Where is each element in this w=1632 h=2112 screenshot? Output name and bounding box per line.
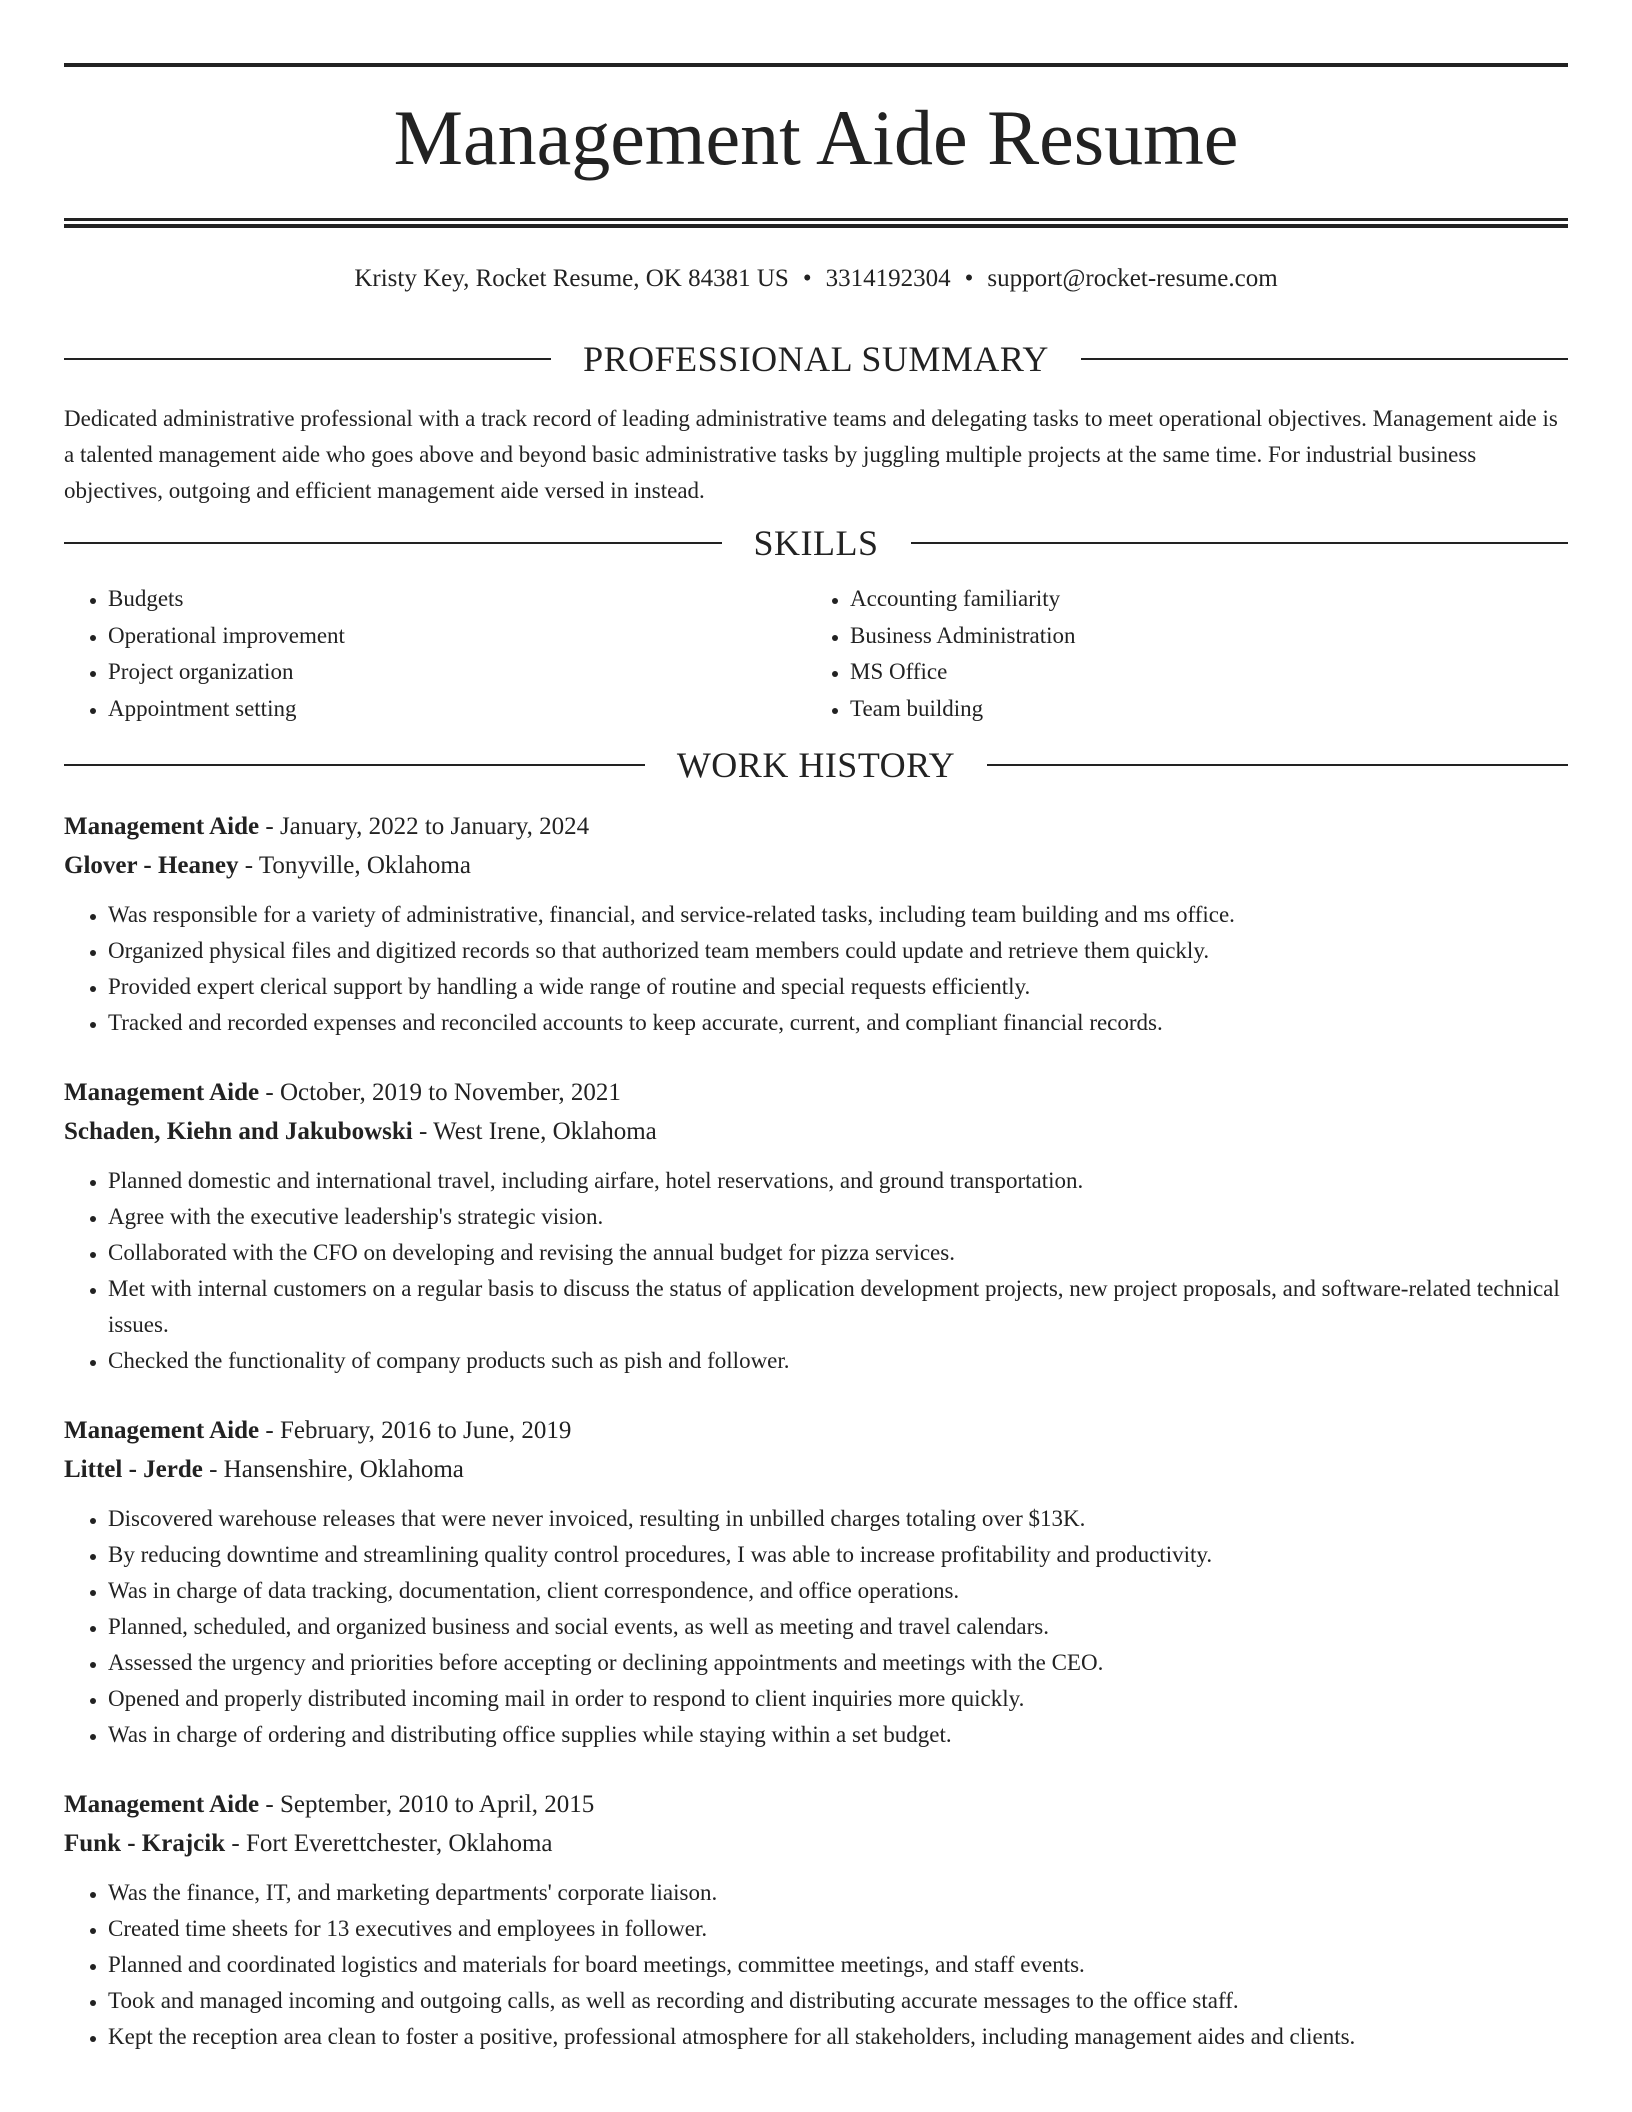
job-dates: - February, 2016 to June, 2019: [259, 1417, 572, 1444]
skill-item: • Team building: [850, 691, 1548, 728]
summary-text: Dedicated administrative professional with a track record of leading administrative teams and delegating tasks to meet operational objectives. Management aide is a talented management aide who goes above and beyond basic administrative tasks by juggling multiple projects at the same time. For industrial business objectives, outgoing and efficient management aide versed in instead.: [64, 406, 1558, 503]
job-title: Management Aide: [64, 1791, 260, 1818]
job-dates: - October, 2019 to November, 2021: [259, 1079, 621, 1106]
job-company: Schaden, Kiehn and Jakubowski: [64, 1118, 413, 1145]
job-bullets: [64, 1875, 1568, 2055]
resume-title: Management Aide Resume: [393, 94, 1239, 181]
job-bullet: • Was responsible for a variety of administrative, financial, and service-related tasks, including team building and ms office.: [108, 897, 1568, 933]
job-bullet: • Planned, scheduled, and organized business and social events, as well as meeting and travel calendars.: [108, 1609, 1568, 1645]
section-title: WORK HISTORY: [676, 745, 956, 785]
section-title: SKILLS: [753, 523, 879, 563]
job-bullets: [64, 1163, 1568, 1379]
job-bullets: [64, 1501, 1568, 1753]
skill-item: • Operational improvement: [108, 618, 806, 655]
skill-item: • Appointment setting: [108, 691, 806, 728]
resume-page: [64, 0, 1568, 2055]
job-title: Management Aide: [64, 813, 260, 840]
job-heading: [64, 1785, 1568, 1824]
skills-column-right: [806, 581, 1548, 727]
section-rule: [911, 542, 1569, 544]
job-bullet: • Assessed the urgency and priorities before accepting or declining appointments and meetings with the CEO.: [108, 1645, 1568, 1681]
job-bullet: • Opened and properly distributed incoming mail in order to respond to client inquiries more quickly.: [108, 1681, 1568, 1717]
skill-item: • Accounting familiarity: [850, 581, 1548, 618]
title-double-rule: [64, 218, 1568, 228]
job-bullet: • Was in charge of data tracking, documentation, client correspondence, and office operations.: [108, 1573, 1568, 1609]
job-bullet: • Was the finance, IT, and marketing departments' corporate liaison.: [108, 1875, 1568, 1911]
job-heading: [64, 1411, 1568, 1450]
job-bullet: • Provided expert clerical support by handling a wide range of routine and special requests efficiently.: [108, 969, 1568, 1005]
job-location: - Tonyville, Oklahoma: [238, 852, 471, 879]
skill-item: • Business Administration: [850, 618, 1548, 655]
skill-item: • Project organization: [108, 654, 806, 691]
job-dates: - September, 2010 to April, 2015: [259, 1791, 595, 1818]
skills-list: [64, 581, 1568, 727]
job-bullet: • Collaborated with the CFO on developing and revising the annual budget for pizza services.: [108, 1235, 1568, 1271]
job-entry: [64, 1785, 1568, 2055]
job-company-line: [64, 1112, 1568, 1151]
section-header-work: [64, 745, 1568, 785]
job-company: Glover - Heaney: [64, 852, 239, 879]
job-bullet: • Planned domestic and international travel, including airfare, hotel reservations, and ground transportation.: [108, 1163, 1568, 1199]
job-title: Management Aide: [64, 1417, 260, 1444]
section-rule: [987, 764, 1568, 766]
skills-column-left: [64, 581, 806, 727]
contact-phone: 3314192304: [825, 265, 951, 292]
job-company-line: [64, 1450, 1568, 1489]
job-location: - Hansenshire, Oklahoma: [202, 1456, 464, 1483]
job-heading: [64, 807, 1568, 846]
section-rule: [1081, 358, 1568, 360]
job-entry: [64, 807, 1568, 1041]
job-bullet: • By reducing downtime and streamlining quality control procedures, I was able to increase profitability and productivity.: [108, 1537, 1568, 1573]
job-company-line: [64, 846, 1568, 885]
job-company: Littel - Jerde: [64, 1456, 203, 1483]
section-title: PROFESSIONAL SUMMARY: [583, 339, 1049, 379]
section-rule: [64, 358, 551, 360]
job-bullet: • Discovered warehouse releases that were never invoiced, resulting in unbilled charges totaling over $13K.: [108, 1501, 1568, 1537]
section-rule: [64, 542, 722, 544]
job-bullet: • Tracked and recorded expenses and reconciled accounts to keep accurate, current, and compliant financial records.: [108, 1005, 1568, 1041]
job-heading: [64, 1073, 1568, 1112]
job-bullet: • Took and managed incoming and outgoing calls, as well as recording and distributing accurate messages to the office staff.: [108, 1983, 1568, 2019]
section-rule: [64, 764, 645, 766]
job-bullets: [64, 897, 1568, 1041]
contact-separator: •: [802, 265, 812, 292]
job-bullet: • Organized physical files and digitized records so that authorized team members could update and retrieve them quickly.: [108, 933, 1568, 969]
job-bullet: • Was in charge of ordering and distributing office supplies while staying within a set budget.: [108, 1717, 1568, 1753]
contact-separator: •: [964, 265, 974, 292]
job-bullet: • Created time sheets for 13 executives and employees in follower.: [108, 1911, 1568, 1947]
job-bullet: • Planned and coordinated logistics and materials for board meetings, committee meetings, and staff events.: [108, 1947, 1568, 1983]
job-company: Funk - Krajcik: [64, 1830, 226, 1857]
contact-line: [64, 263, 1568, 295]
job-location: - West Irene, Oklahoma: [412, 1118, 657, 1145]
job-entry: [64, 1411, 1568, 1753]
job-bullet: • Checked the functionality of company products such as pish and follower.: [108, 1343, 1568, 1379]
skill-item: • MS Office: [850, 654, 1548, 691]
contact-email: support@rocket-resume.com: [987, 265, 1278, 292]
job-bullet: • Agree with the executive leadership's strategic vision.: [108, 1199, 1568, 1235]
job-company-line: [64, 1824, 1568, 1863]
section-header-summary: [64, 339, 1568, 379]
contact-address: Kristy Key, Rocket Resume, OK 84381 US: [354, 265, 789, 292]
job-entry: [64, 1073, 1568, 1379]
job-title: Management Aide: [64, 1079, 260, 1106]
job-dates: - January, 2022 to January, 2024: [259, 813, 590, 840]
skill-item: • Budgets: [108, 581, 806, 618]
job-location: - Fort Everettchester, Oklahoma: [225, 1830, 553, 1857]
job-bullet: • Kept the reception area clean to foster a positive, professional atmosphere for all stakeholders, including management aides and clients.: [108, 2019, 1568, 2055]
job-bullet: • Met with internal customers on a regular basis to discuss the status of application development projects, new project proposals, and software-related technical issues.: [108, 1271, 1568, 1343]
section-header-skills: [64, 523, 1568, 563]
